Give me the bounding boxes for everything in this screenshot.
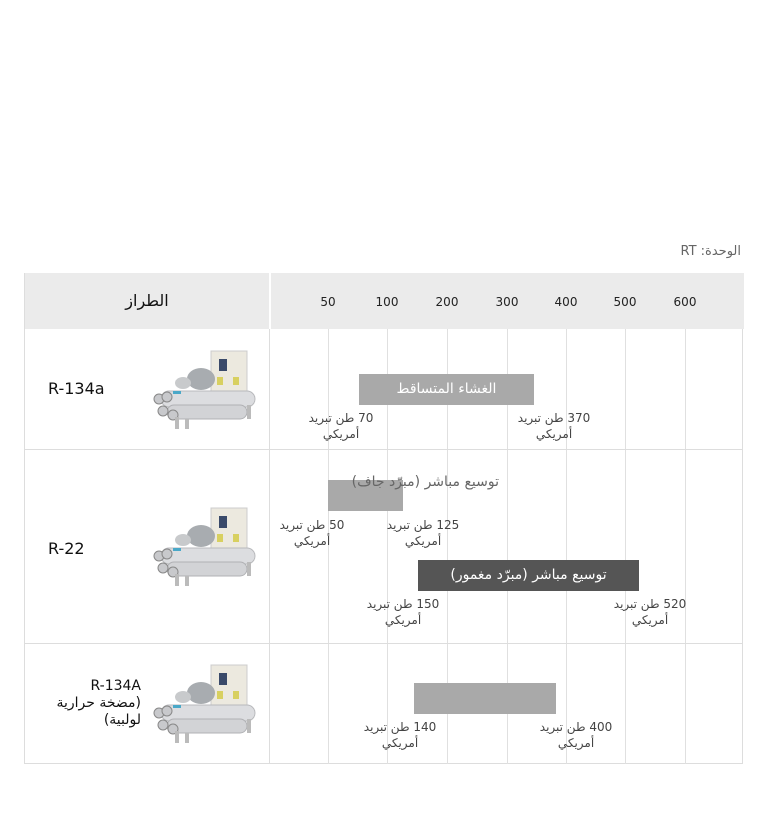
min-value-label [309, 410, 374, 442]
tick-500: 500 [613, 295, 637, 309]
row-divider [25, 643, 742, 644]
tick-50: 50 [320, 295, 336, 309]
model-name [35, 678, 141, 729]
value-text: 70 طن تبريد [308, 411, 374, 425]
range-bar-falling-film: الغشاء المتساقط [359, 374, 534, 405]
model-name: R-22 [48, 539, 85, 558]
model-name-line: (مضخة حرارية [56, 695, 141, 711]
header-divider [269, 273, 271, 329]
column-divider [269, 273, 270, 764]
tick-400: 400 [554, 295, 578, 309]
gridline [566, 329, 567, 764]
model-name-line: لولبية) [103, 712, 141, 728]
unit-text: أمريكي [631, 613, 669, 627]
model-column-header: الطراز [125, 291, 169, 310]
value-text: 140 طن تبريد [363, 720, 437, 734]
min-value-label [367, 596, 439, 628]
unit-text: أمريكي [322, 427, 360, 441]
range-bar-heat-pump [414, 683, 556, 714]
unit-text: أمريكي [535, 427, 573, 441]
tick-100: 100 [375, 295, 399, 309]
gridline [625, 329, 626, 764]
max-value-label [518, 410, 590, 442]
gridline [685, 329, 686, 764]
max-value-label [387, 517, 459, 549]
value-text: 520 طن تبريد [613, 597, 687, 611]
min-value-label [280, 517, 345, 549]
unit-label: الوحدة: RT [680, 244, 741, 259]
max-value-label [540, 719, 612, 751]
max-value-label [614, 596, 686, 628]
unit-text: أمريكي [381, 736, 419, 750]
model-name: R-134a [48, 379, 105, 398]
row-divider [25, 449, 742, 450]
value-text: 125 طن تبريد [386, 518, 460, 532]
chiller-image [151, 663, 259, 745]
value-text: 400 طن تبريد [539, 720, 613, 734]
chiller-image [151, 349, 259, 431]
value-text: 370 طن تبريد [517, 411, 591, 425]
min-value-label [364, 719, 436, 751]
tick-200: 200 [435, 295, 459, 309]
unit-text: أمريكي [293, 534, 331, 548]
capacity-range-table [24, 273, 743, 764]
tick-600: 600 [673, 295, 697, 309]
value-text: 150 طن تبريد [366, 597, 440, 611]
unit-text: أمريكي [384, 613, 422, 627]
tick-300: 300 [495, 295, 519, 309]
model-name-line: R-134A [90, 678, 141, 694]
value-text: 50 طن تبريد [279, 518, 345, 532]
range-bar-dx-dry-label: توسيع مباشر (مبرّد جاف) [351, 474, 499, 490]
unit-text: أمريكي [404, 534, 442, 548]
unit-text: أمريكي [557, 736, 595, 750]
range-bar-dx-flooded: توسيع مباشر (مبرّد مغمور) [418, 560, 639, 591]
table-header [25, 273, 744, 329]
chiller-image [151, 506, 259, 588]
